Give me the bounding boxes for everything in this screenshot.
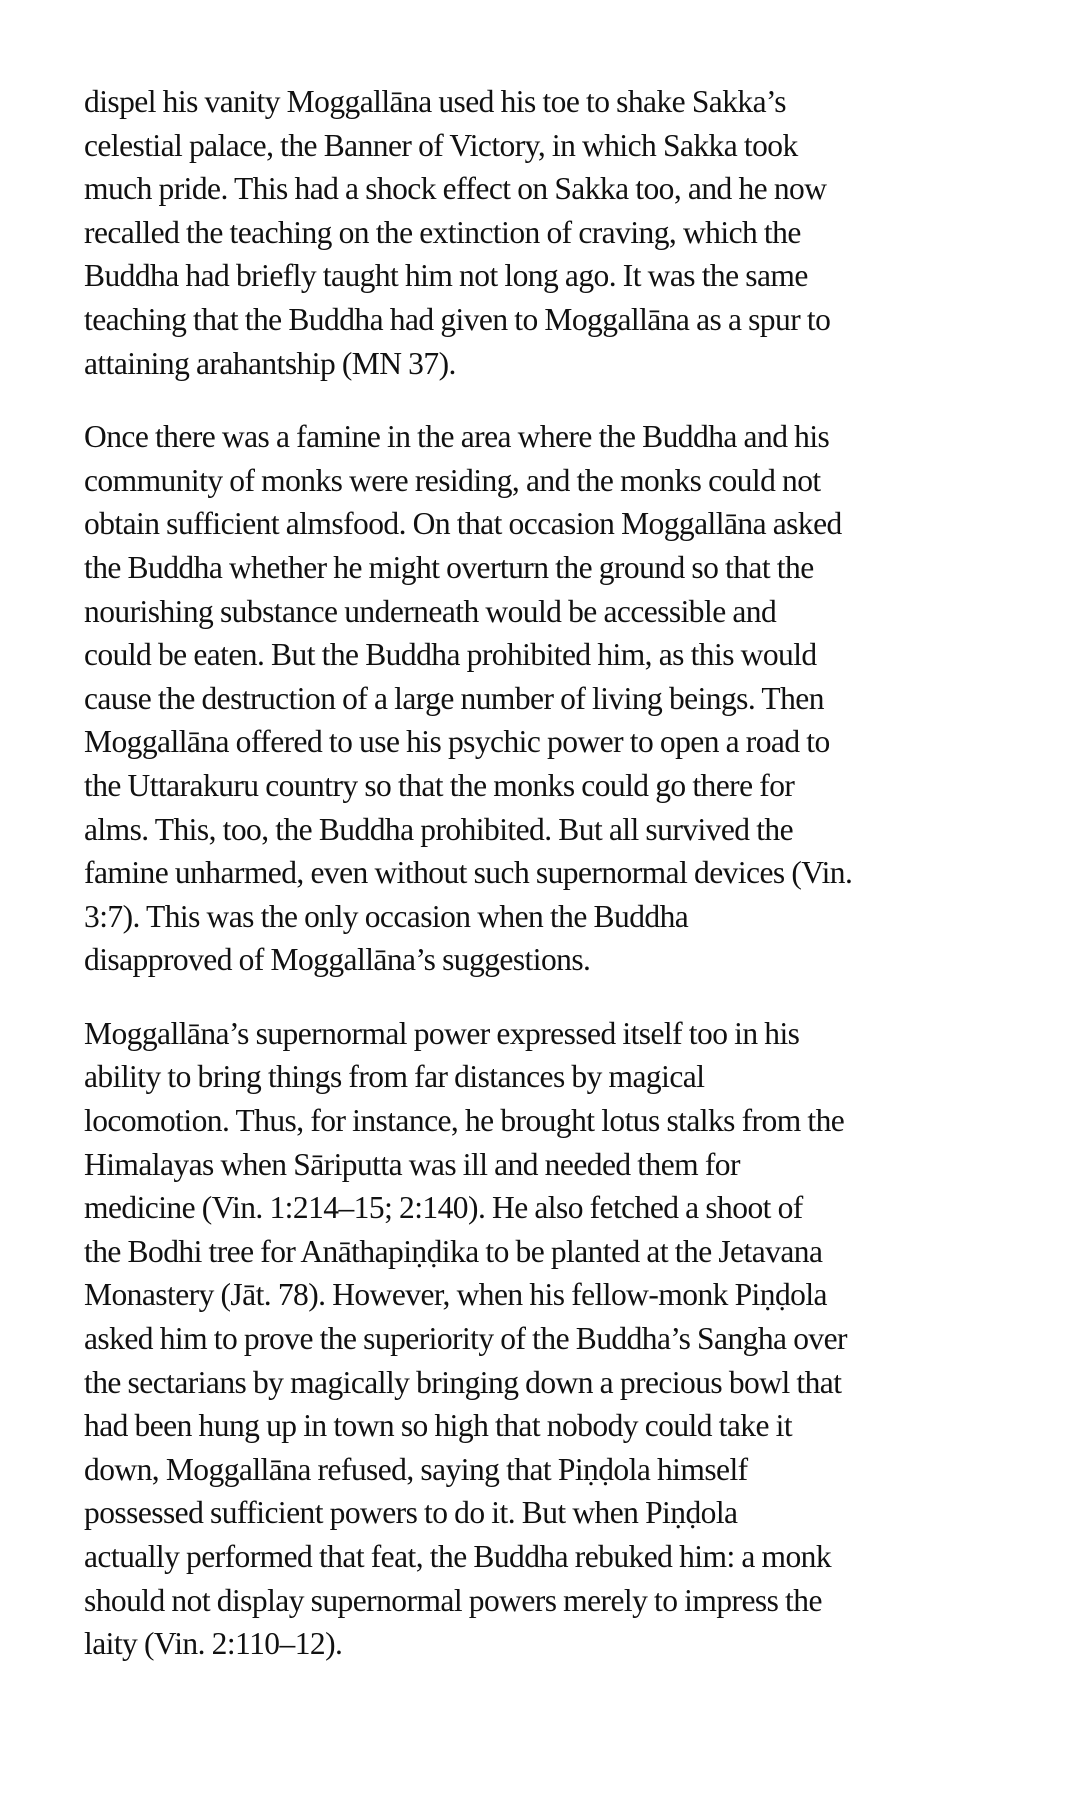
text-line: 3:7). This was the only occasion when the Buddha (84, 898, 689, 934)
text-line: Monastery (Jāt. 78). However, when his fellow-monk Piṇḍola (84, 1277, 827, 1313)
text-line: could be eaten. But the Buddha prohibited him, as this would (84, 637, 817, 673)
text-line: dispel his vanity Moggallāna used his toe to shake Sakka’s (84, 84, 786, 119)
text-line: actually performed that feat, the Buddha rebuked him: a monk (84, 1539, 832, 1574)
text-line: had been hung up in town so high that nobody could take it (84, 1408, 793, 1444)
text-line: should not display supernormal powers merely to impress the (84, 1582, 822, 1618)
text-line: nourishing substance underneath would be accessible and (84, 593, 777, 629)
text-line: obtain sufficient almsfood. On that occasion Moggallāna asked (84, 506, 842, 542)
text-line: ability to bring things from far distances by magical (84, 1059, 705, 1095)
text-line: disapproved of Moggallāna’s suggestions. (84, 942, 591, 978)
text-line: medicine (Vin. 1:214–15; 2:140). He also fetched a shoot of (84, 1190, 803, 1226)
text-line: the sectarians by magically bringing down a precious bowl that (84, 1364, 842, 1400)
text-line: attaining arahantship (MN 37). (84, 345, 456, 381)
text-line: Once there was a famine in the area where the Buddha and his (84, 419, 830, 455)
text-line: the Bodhi tree for Anāthapiṇḍika to be planted at the Jetavana (84, 1233, 823, 1269)
page-body (84, 80, 1004, 1696)
paragraph-1 (84, 80, 1004, 385)
text-line: asked him to prove the superiority of the Buddha’s Sangha over (84, 1321, 847, 1357)
text-line: recalled the teaching on the extinction of craving, which the (84, 214, 801, 250)
text-line: community of monks were residing, and the monks could not (84, 462, 821, 498)
text-line: down, Moggallāna refused, saying that Piṇḍola himself (84, 1451, 748, 1487)
text-line: celestial palace, the Banner of Victory, in which Sakka took (84, 127, 798, 163)
text-line: the Uttarakuru country so that the monks could go there for (84, 767, 795, 803)
text-line: teaching that the Buddha had given to Moggallāna as a spur to (84, 301, 831, 337)
text-line: alms. This, too, the Buddha prohibited. But all survived the (84, 811, 794, 847)
text-line: Himalayas when Sāriputta was ill and needed them for (84, 1146, 740, 1182)
text-line: much pride. This had a shock effect on Sakka too, and he now (84, 171, 827, 207)
text-line: Buddha had briefly taught him not long ago. It was the same (84, 258, 808, 294)
text-line: famine unharmed, even without such supernormal devices (Vin. (84, 855, 853, 891)
paragraph-2 (84, 415, 1004, 982)
paragraph-3 (84, 1012, 1004, 1666)
text-line: the Buddha whether he might overturn the ground so that the (84, 549, 814, 585)
text-line: locomotion. Thus, for instance, he brought lotus stalks from the (84, 1103, 845, 1139)
text-line: possessed sufficient powers to do it. But when Piṇḍola (84, 1495, 738, 1531)
text-line: cause the destruction of a large number of living beings. Then (84, 680, 824, 716)
text-line: Moggallāna offered to use his psychic power to open a road to (84, 724, 830, 760)
text-line: laity (Vin. 2:110–12). (84, 1626, 343, 1662)
text-line: Moggallāna’s supernormal power expressed itself too in his (84, 1015, 800, 1051)
